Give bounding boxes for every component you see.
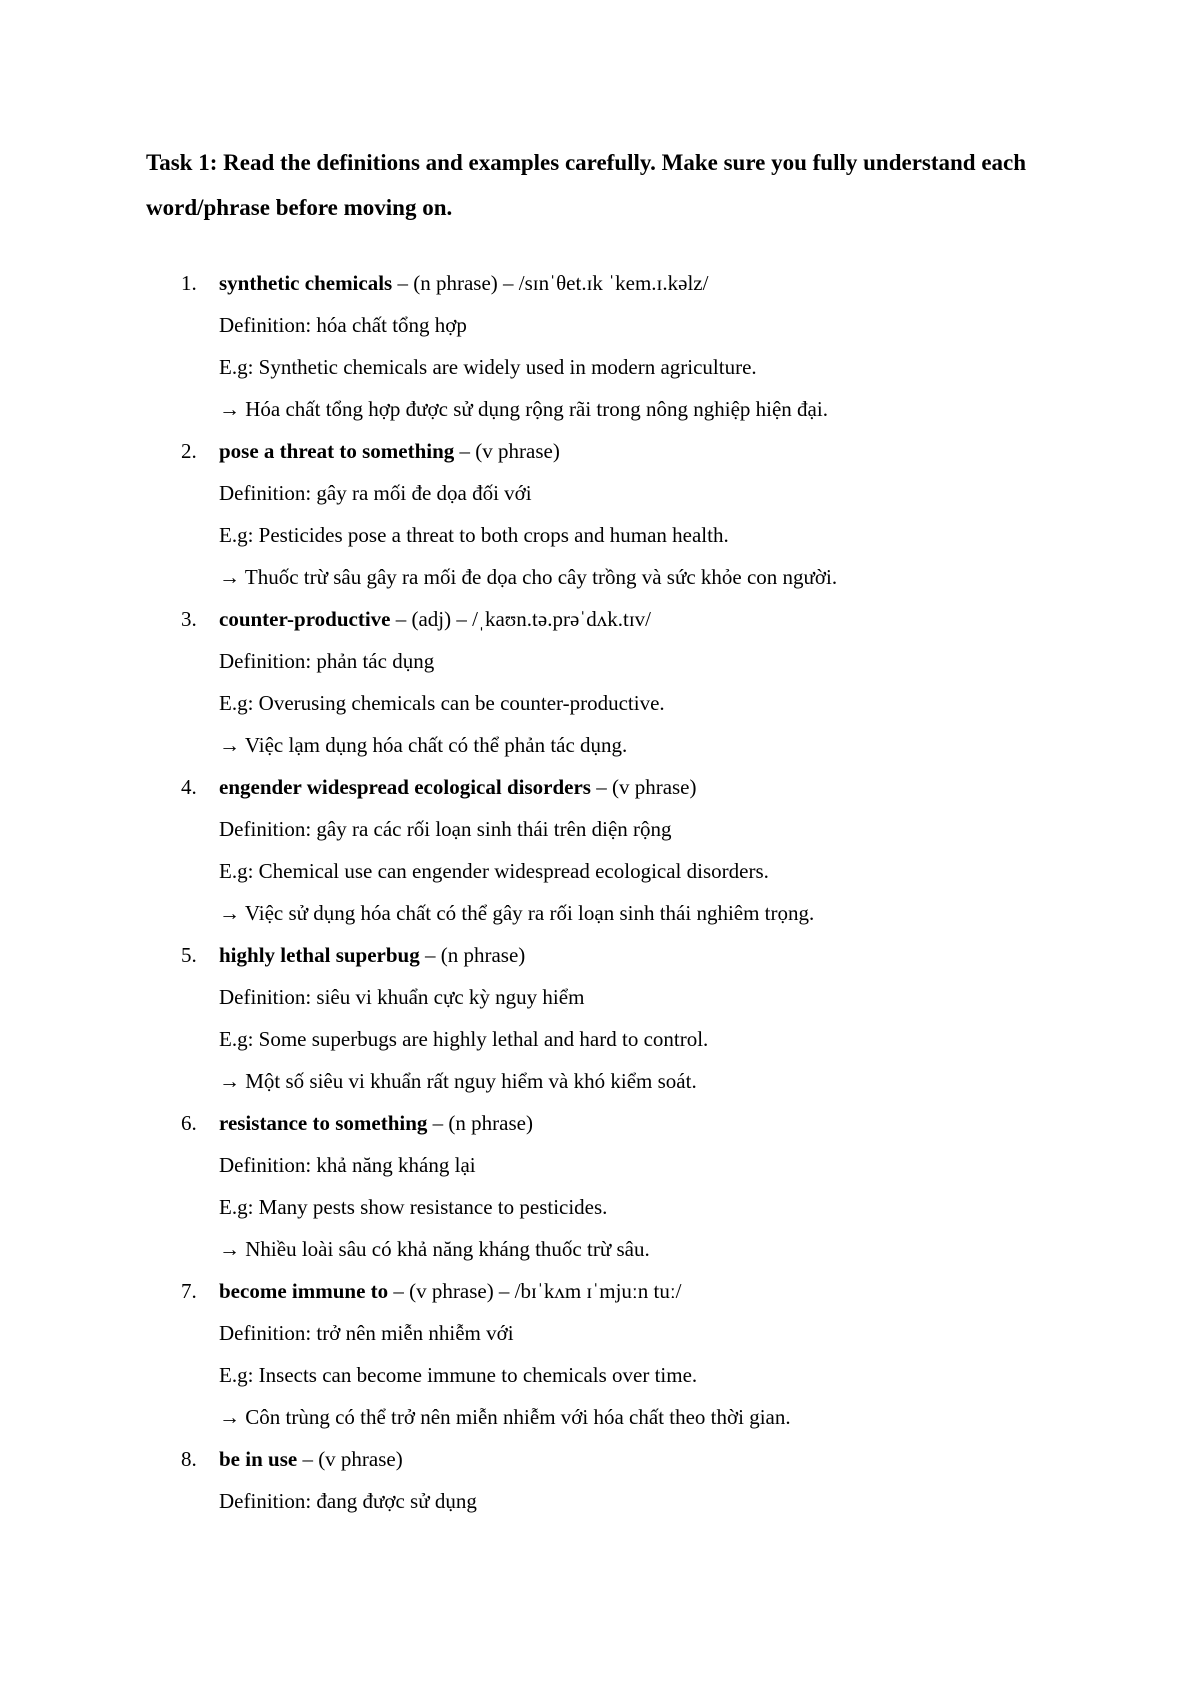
list-item: [0, 1270, 1200, 1438]
translation: → Hóa chất tổng hợp được sử dụng rộng rãi trong nông nghiệp hiện đại.: [219, 397, 828, 421]
definition: Definition: phản tác dụng: [219, 649, 435, 673]
term-info: – (v phrase): [590, 775, 697, 799]
term-line: [0, 1270, 1200, 1312]
definition: Definition: gây ra các rối loạn sinh thái trên diện rộng: [219, 817, 672, 841]
item-number: 6.: [181, 1111, 197, 1135]
term-info: – (adj) – /ˌkaʊn.tə.prəˈdʌk.tɪv/: [390, 607, 652, 631]
list-item: [0, 766, 1200, 934]
list-item: [0, 262, 1200, 430]
definition: Definition: khả năng kháng lại: [219, 1153, 476, 1177]
example: E.g: Overusing chemicals can be counter-productive.: [219, 691, 665, 715]
item-number: 8.: [181, 1447, 197, 1471]
translation: → Nhiều loài sâu có khả năng kháng thuốc trừ sâu.: [219, 1237, 650, 1261]
example: E.g: Synthetic chemicals are widely used in modern agriculture.: [219, 355, 757, 379]
term: engender widespread ecological disorders: [219, 775, 591, 799]
example: E.g: Some superbugs are highly lethal and hard to control.: [219, 1027, 709, 1051]
translation: → Một số siêu vi khuẩn rất nguy hiểm và khó kiểm soát.: [219, 1069, 697, 1093]
term-info: – (n phrase): [419, 943, 526, 967]
translation: → Côn trùng có thể trở nên miễn nhiễm với hóa chất theo thời gian.: [219, 1405, 791, 1429]
term-line: [0, 598, 1200, 640]
list-item: [0, 430, 1200, 598]
term-line: [0, 262, 1200, 304]
item-number: 2.: [181, 439, 197, 463]
item-number: 7.: [181, 1279, 197, 1303]
term: highly lethal superbug: [219, 943, 420, 967]
definition: Definition: đang được sử dụng: [219, 1489, 477, 1513]
vocabulary-list: [0, 262, 1200, 1522]
example: E.g: Many pests show resistance to pesticides.: [219, 1195, 608, 1219]
task-title: Task 1: Read the definitions and examples carefully. Make sure you fully understand each word/phrase before moving on.: [146, 150, 1027, 220]
list-item: [0, 934, 1200, 1102]
term: pose a threat to something: [219, 439, 455, 463]
term: resistance to something: [219, 1111, 428, 1135]
definition: Definition: gây ra mối đe dọa đối với: [219, 481, 532, 505]
example: E.g: Chemical use can engender widespread ecological disorders.: [219, 859, 769, 883]
list-item: [0, 598, 1200, 766]
translation: → Việc sử dụng hóa chất có thể gây ra rối loạn sinh thái nghiêm trọng.: [219, 901, 815, 925]
term-line: [0, 1102, 1200, 1144]
term-info: – (v phrase): [454, 439, 560, 463]
translation: → Việc lạm dụng hóa chất có thể phản tác dụng.: [219, 733, 628, 757]
item-number: 4.: [181, 775, 197, 799]
term-line: [0, 934, 1200, 976]
term: synthetic chemicals: [219, 271, 393, 295]
definition: Definition: siêu vi khuẩn cực kỳ nguy hiểm: [219, 985, 585, 1009]
definition: Definition: hóa chất tổng hợp: [219, 313, 467, 337]
term: be in use: [219, 1447, 298, 1471]
term-info: – (n phrase): [427, 1111, 533, 1135]
term: become immune to: [219, 1279, 389, 1303]
term-info: – (n phrase) – /sɪnˈθet.ɪk ˈkem.ɪ.kəlz/: [392, 271, 709, 295]
list-item: [0, 1438, 1200, 1522]
term-line: [0, 430, 1200, 472]
item-number: 3.: [181, 607, 197, 631]
term-info: – (v phrase) – /bɪˈkʌm ɪˈmjuːn tuː/: [388, 1279, 682, 1303]
list-item: [0, 1102, 1200, 1270]
translation: → Thuốc trừ sâu gây ra mối đe dọa cho cây trồng và sức khỏe con người.: [219, 565, 838, 589]
definition: Definition: trở nên miễn nhiễm với: [219, 1321, 514, 1345]
term-line: [0, 1438, 1200, 1480]
term-line: [0, 766, 1200, 808]
example: E.g: Pesticides pose a threat to both crops and human health.: [219, 523, 729, 547]
item-number: 5.: [181, 943, 197, 967]
term-info: – (v phrase): [297, 1447, 403, 1471]
item-number: 1.: [181, 271, 197, 295]
example: E.g: Insects can become immune to chemicals over time.: [219, 1363, 698, 1387]
term: counter-productive: [219, 607, 391, 631]
